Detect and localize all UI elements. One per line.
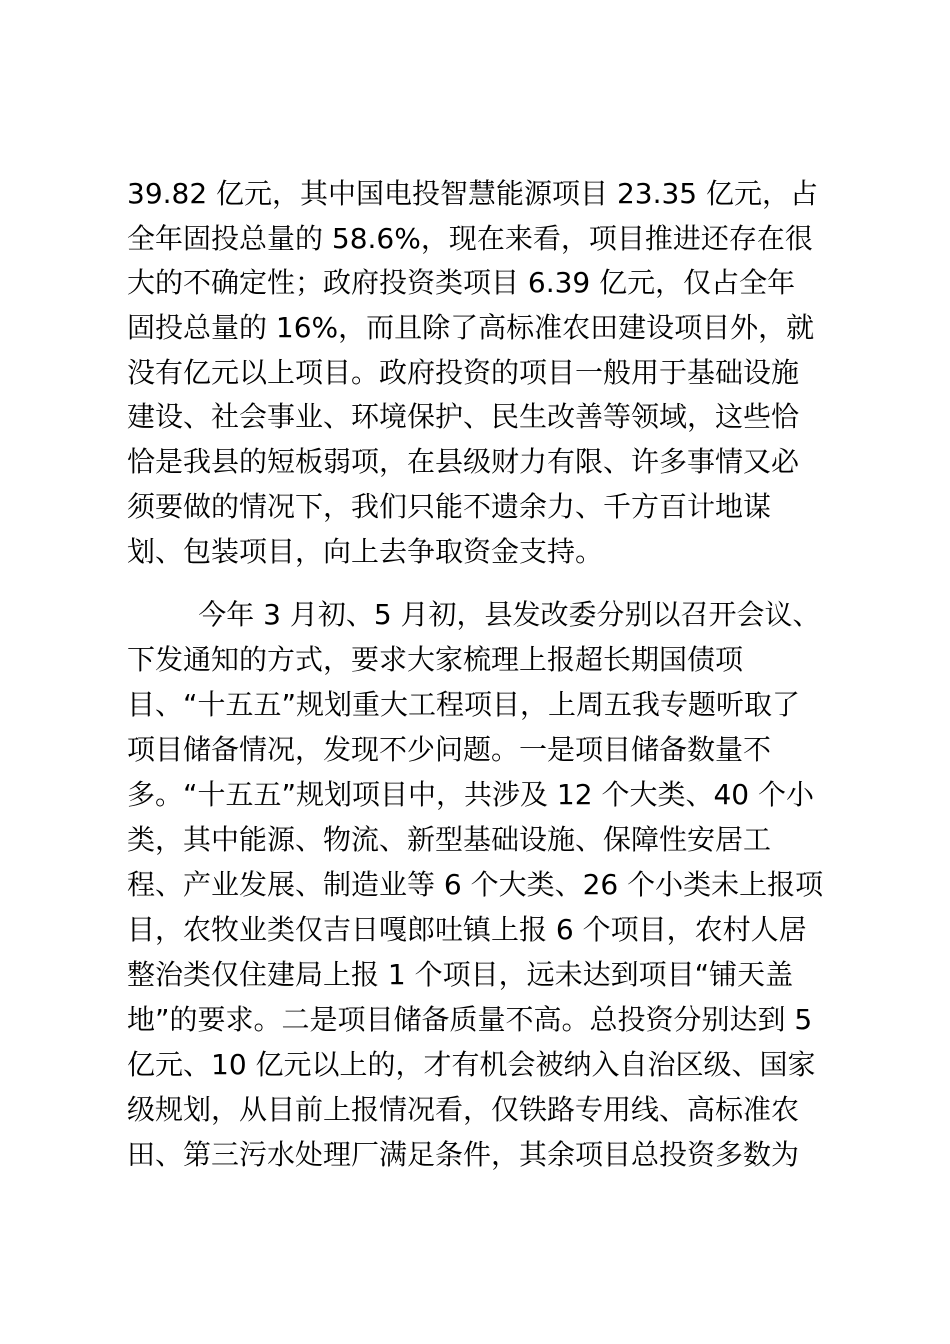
text-line: 今年 3 月初、5 月初，县发改委分别以召开会议、 [127,598,821,631]
text-line: 39.82 亿元，其中国电投智慧能源项目 23.35 亿元，占 [127,177,819,210]
text-line: 恰是我县的短板弱项，在县级财力有限、许多事情又必 [127,445,800,479]
paragraph-1 [127,172,837,574]
text-line: 大的不确定性；政府投资类项目 6.39 亿元，仅占全年 [127,266,796,300]
text-line: 全年固投总量的 58.6%，现在来看，项目推进还存在很 [127,221,813,255]
text-line: 项目储备情况，发现不少问题。一是项目储备数量不 [127,733,772,766]
text-line: 程、产业发展、制造业等 6 个大类、26 个小类未上报项 [127,868,824,901]
text-line: 目、“十五五”规划重大工程项目，上周五我专题听取了 [127,688,801,721]
text-line: 建设、社会事业、环境保护、民生改善等领域，这些恰 [127,400,800,434]
text-line: 固投总量的 16%，而且除了高标准农田建设项目外，就 [127,311,815,345]
text-line: 下发通知的方式，要求大家梳理上报超长期国债项 [127,643,744,676]
text-line: 多。“十五五”规划项目中，共涉及 12 个大类、40 个小 [127,778,814,811]
paragraph-2 [127,592,837,1177]
text-line: 目，农牧业类仅吉日嘎郎吐镇上报 6 个项目，农村人居 [127,913,807,946]
text-line: 级规划，从目前上报情况看，仅铁路专用线、高标准农 [127,1093,800,1126]
text-line: 须要做的情况下，我们只能不遗余力、千方百计地谋 [127,489,772,523]
text-line: 田、第三污水处理厂满足条件，其余项目总投资多数为 [127,1138,800,1171]
text-line: 没有亿元以上项目。政府投资的项目一般用于基础设施 [127,355,800,389]
text-line: 亿元、10 亿元以上的，才有机会被纳入自治区级、国家 [127,1048,816,1081]
text-line: 类，其中能源、物流、新型基础设施、保障性安居工 [127,823,772,856]
text-line: 划、包装项目，向上去争取资金支持。 [127,534,604,568]
text-line: 整治类仅住建局上报 1 个项目，远未达到项目“铺天盖 [127,958,794,991]
text-line: 地”的要求。二是项目储备质量不高。总投资分别达到 5 [127,1003,813,1036]
